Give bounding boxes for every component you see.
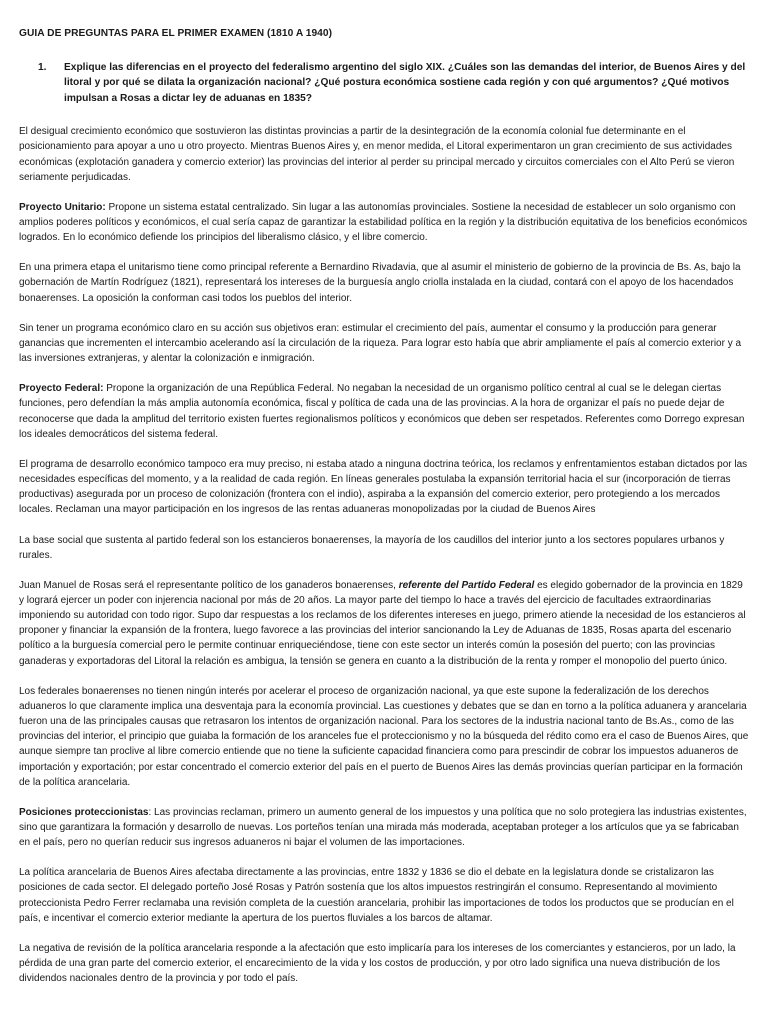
paragraph-lead: Proyecto Federal: bbox=[19, 383, 104, 395]
paragraph-body: : Las provincias reclaman, primero un aumento general de los impuestos y una política que no solo protegiera las industrias existentes, sino que garantizara la formación y desarrollo de nuevas. Los porteños tenían una mirada más moderada, aceptaban proteger a los artículos que ya se fabricaban en el país, pero no querían reducir sus ingresos aduaneros ni bajar el volumen de las importaciones. bbox=[19, 806, 747, 849]
paragraph-negativa-revision: La negativa de revisión de la política arancelaria responde a la afectación que esto implicaría para los intereses de los comerciantes y estancieros, por un lado, la pérdida de una gran parte del comercio exterior, el encarecimiento de la vida y los costos de producción, y por otro lado significa una nueva distribución de los dividendos nacionales dentro de la provincia y por todo el país. bbox=[19, 942, 736, 985]
paragraph-base-social: La base social que sustenta al partido federal son los estancieros bonaerenses, la mayoría de los caudillos del interior junto a los sectores populares urbanos y rurales. bbox=[19, 534, 725, 561]
paragraph-proyecto-federal bbox=[19, 381, 750, 442]
paragraph-lead: Posiciones proteccionistas bbox=[19, 806, 149, 818]
paragraph-objetivos: Sin tener un programa económico claro en su acción sus objetivos eran: estimular el crecimiento del país, aumentar el consumo y la producción para generar ganancias que incrementen el intercambio acelerando así la circulación de la riqueza. Para lograr esto había que abrir ampliamente el país al comercio exterior y a las inversiones extranjeras, y alentar la colonización e inmigración. bbox=[19, 322, 742, 365]
paragraph-body-start: Juan Manuel de Rosas será el representante político de los ganaderos bonaerenses, bbox=[19, 579, 399, 591]
question-number: 1. bbox=[38, 62, 47, 73]
document-title: GUIA DE PREGUNTAS PARA EL PRIMER EXAMEN (1810 A 1940) bbox=[19, 28, 333, 39]
paragraph-body: Propone un sistema estatal centralizado. Sin lugar a las autonomías provinciales. Sostiene la necesidad de establecer un solo organismo con amplios poderes políticos y económicos, el cual sería capaz de garantizar la estabilidad política en la región y la distribución equitativa de los beneficios económicos logrados. En lo económico defiende los principios del liberalismo clásico, y el libre comercio. bbox=[19, 201, 748, 244]
paragraph-rivadavia: En una primera etapa el unitarismo tiene como principal referente a Bernardino Rivadavia, que al asumir el ministerio de gobierno de la provincia de Bs. As, bajo la gobernación de Martín Rodríguez (1821), representará los intereses de la burguesía anglo criolla instalada en la ciudad, contará con el apoyo de los hacendados bonaerenses. La oposición la conforman casi todos los pueblos del interior. bbox=[19, 262, 741, 304]
question-text: Explique las diferencias en el proyecto del federalismo argentino del siglo XIX. ¿Cuáles son las demandas del interior, de Buenos Aires y del litoral y por qué se dilata la organización nacional? ¿Qué postura económica sostiene cada región y con qué argumentos? ¿Qué motivos impulsan a Rosas a dictar ley de aduanas en 1835? bbox=[64, 62, 746, 104]
paragraph-emphasis: referente del Partido Federal bbox=[398, 579, 535, 591]
paragraph-intro: El desigual crecimiento económico que sostuvieron las distintas provincias a partir de la desintegración de la economía colonial fue determinante en el posicionamiento para apoyar a uno u otro proyecto. Mientras Buenos Aires y, en menor medida, el Litoral experimentaron un gran crecimiento de sus actividades económicas (explotación ganadera y comercio exterior) las provincias del interior al perder su principal mercado y circuitos comerciales con el Alto Perú se vieron seriamente perjudicadas. bbox=[19, 126, 735, 183]
paragraph-politica-arancelaria: La política arancelaria de Buenos Aires afectaba directamente a las provincias, entre 1832 y 1836 se dio el debate en la legislatura donde se cristalizaron las posiciones de cada sector. El delegado porteño José Rosas y Patrón sostenía que los altos impuestos restringirán el consumo. Representando al movimiento proteccionista Pedro Ferrer reclamaba una revisión completa de la cuestión arancelaria, prohibir las importaciones de todos los productos que se producían en el país, e incentivar el comercio exterior mediante la apertura de los puertos fluviales a los barcos de altamar. bbox=[19, 867, 734, 924]
paragraph-programa-federal: El programa de desarrollo económico tampoco era muy preciso, ni estaba atado a ninguna doctrina teórica, los reclamos y enfrentamientos estaban dictados por las necesidades específicas del momento, y a la realidad de cada región. En líneas generales postulaba la expansión territorial hacia el sur (incorporación de tierras productivas) asegurada por un proceso de colonización (frontera con el indio), aspiraba a la expansión del comercio exterior, pero protegiendo a los mercados locales. Reclaman una mayor participación en los ingresos de las rentas aduaneras monopolizadas por la ciudad de Buenos Aires bbox=[19, 458, 748, 516]
paragraph-federales-bonaerenses: Los federales bonaerenses no tienen ningún interés por acelerar el proceso de organización nacional, ya que este supone la federalización de los derechos aduaneros lo que claramente implica una desventaja para la economía provincial. Las cuestiones y debates que se dan en torno a la política aduanera y arancelaria fueron una de las principales causas que retrasaron los intentos de organización nacional. Para los sectores de la industria nacional tanto de Bs.As., como de las provincias del interior, el principio que guiaba la formación de los aranceles fue el proteccionismo y no la búsqueda del rédito como era el caso de Buenos Aires, que aunque siempre tan proclive al libre comercio entiende que no tiene la suficiente capacidad financiera como para prescindir de cobrar los impuestos aduaneros de importación y exportación; por estar concentrado el comercio exterior del país en el puerto de Buenos Aires las demás provincias querían participar en la formación de la política arancelaria. bbox=[19, 685, 749, 788]
paragraph-body: Propone la organización de una República Federal. No negaban la necesidad de un organismo político central al cual se le delegan ciertas funciones, pero defendían la más amplia autonomía económica, fiscal y política de cada una de las provincias. A la hora de organizar el país no puede dejar de reconocerse que dada la amplitud del territorio existen fuertes regionalismos políticos y económicos que deben ser respetados. Referentes como Dorrego expresan los ideales democráticos del sistema federal. bbox=[19, 383, 745, 440]
question-1 bbox=[19, 60, 750, 106]
paragraph-rosas bbox=[19, 578, 750, 669]
paragraph-posiciones-proteccionistas bbox=[19, 805, 750, 850]
paragraph-proyecto-unitario bbox=[19, 200, 750, 245]
paragraph-lead: Proyecto Unitario: bbox=[19, 201, 106, 213]
paragraph-body-end: es elegido gobernador de la provincia en 1829 y logrará ejercer un poder con injerencia nacional por más de 20 años. La mayor parte del tiempo lo hace a través del ejercicio de facultades extraordinarias imponiendo su autoridad con todo rigor. Supo dar respuestas a los reclamos de los diferentes intereses en juego, primero atiende la necesidad de los estancieros al proponer y financiar la expansión de la frontera, luego favorece a las provincias del interior sancionando la Ley de Aduanas de 1835, Rosas aparta del escenario político a la burguesía comercial pero le permite continuar enriqueciéndose, tiene con este sector un interés común la posesión del puerto; con las provincias ganaderas y exportadoras del Litoral la relación es ambigua, la tensión se genera en cuanto a la distribución de la renta y romper el monopolio del puerto único. bbox=[19, 579, 746, 667]
